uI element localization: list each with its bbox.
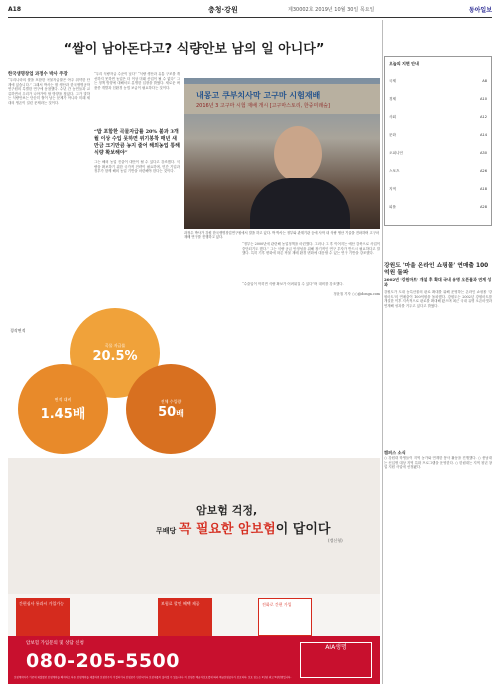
index-page: A12 bbox=[479, 115, 487, 119]
person-body bbox=[250, 178, 350, 229]
top-label: 곡물 자급률 bbox=[104, 342, 126, 348]
article-subtitle: 한국생명창업 과정수 박사 주장 bbox=[8, 72, 68, 77]
right-value-group bbox=[158, 405, 184, 420]
ad-tagline-pre: 무배당 bbox=[156, 527, 179, 535]
middle-column bbox=[94, 72, 180, 286]
phone-label: 암보험 가입문의 및 상담 신청 bbox=[26, 641, 84, 646]
right-article bbox=[384, 290, 492, 685]
column-divider bbox=[382, 20, 383, 684]
right-label: 전체 수입량 bbox=[160, 398, 182, 404]
index-row[interactable] bbox=[389, 115, 487, 120]
photo-caption: 과정수 박사가 강원 한국생명창업연구원에서 말을 하고 있다. 박 박사는 정부와 관계기관 등에 사막 내 식량 생산 기술을 전파하며 고구마 재배 연구를 진행하고 있다. bbox=[184, 231, 380, 240]
header-rule bbox=[8, 17, 492, 18]
index-row[interactable] bbox=[389, 133, 487, 138]
index-label: 경제 bbox=[389, 97, 396, 101]
article-body-rightmid-2: “수출입이 막히면 식량 확보가 어려워질 수 있다”며 대비를 강조했다. bbox=[242, 282, 344, 286]
index-page: A28 bbox=[479, 205, 487, 209]
article-body-mid: “우리 식량자급 수준이 낮다” “식량 생산과 유통 구조를 개선하지 못하면 농업은 더 이상 미래 산업이 될 수 없다” 그는 정책 방향에 대해서도 분명한 입장을 밝혔다. 새로운 벼 품종 개발과 친환경 농법 보급이 필요하다는 것이다. bbox=[94, 72, 180, 90]
right-article-headline: 강원도 '마을 온라인 쇼핑몰' 연매출 100억원 돌파 bbox=[384, 263, 489, 276]
right-unit: 배 bbox=[176, 408, 184, 418]
index-page: A10 bbox=[479, 97, 487, 101]
left-column bbox=[8, 72, 90, 286]
pull-quote: “밥 포함한 곡물자급률 20% 불과 3개월 이상 수입 못하면 위기봉착 매년 새만금 크기만큼 농지 줄어 해외농업 통해 식량 확보해야” bbox=[94, 129, 180, 156]
main-headline: “쌀이 남아돈다고? 식량안보 남의 일 아니다” bbox=[63, 42, 325, 57]
index-row[interactable] bbox=[389, 97, 487, 102]
index-row[interactable] bbox=[389, 169, 487, 174]
section-title: 충청·강원 bbox=[208, 6, 238, 14]
infographic bbox=[8, 288, 238, 458]
ad-tagline-red: 꼭 필요한 암보험 bbox=[178, 522, 276, 537]
index-page: A14 bbox=[479, 133, 487, 137]
article-photo bbox=[184, 78, 380, 229]
index-box bbox=[384, 56, 492, 226]
index-page: A18 bbox=[479, 187, 487, 191]
photo-banner-subtext: 2016년 3 고구마 시험 재배 개시 [고구마스토리, 한중미래숲] bbox=[196, 103, 330, 109]
article-body-mid-2: 그는 해외 농업 진출이 대안이 될 수 있다고 강조했다. 식량을 확보하기 위한 국가적 전략이 필요하며, 민간 기업과 정부가 함께 해외 농업 기반을 마련해야 한다는 것이다. bbox=[94, 160, 180, 174]
ad-box-3: 전화로 간편 가입 bbox=[258, 598, 312, 636]
phone-number[interactable]: 080-205-5500 bbox=[26, 650, 180, 672]
index-row[interactable] bbox=[389, 151, 487, 156]
ad-contact-bar bbox=[8, 636, 380, 684]
center-label: 면적 대비 bbox=[54, 396, 72, 402]
campus-news-heading: 캠퍼스 소식 bbox=[384, 450, 406, 455]
page-number: A18 bbox=[8, 6, 21, 13]
top-value: 20.5% bbox=[92, 348, 138, 364]
ad-tagline-2 bbox=[156, 518, 330, 537]
campus-news-body: ○ 강원대 학생들이 지역 농가와 연계한 봉사 활동을 진행했다. ○ 충남대는 신입생 대상 지역 특화 프로그램을 운영한다. ○ 한림대는 지역 청년 창업 지원 사업에 선정됐다. bbox=[384, 456, 492, 470]
page-header bbox=[8, 3, 492, 17]
right-value: 50 bbox=[158, 404, 177, 420]
index-label: 문화 bbox=[389, 133, 396, 137]
index-label: 오피니언 bbox=[389, 151, 403, 155]
article-body-left: “우리나라의 쌀을 포함한 곡물자급률은 아주 취약한 단계에 있습니다.” 그래서 박사는 쌀 생산과 한국생명공학연구원의 특별한 연구에 동참했다. 수년 간 농민들과 교류하면서 우리가 나아가야 할 방향을 찾았다. 그가 말하는 식량안보는 단순히 쌀이 남는 문제가 아니라 미래 세대의 생존이 걸린 문제라는 것이다. bbox=[8, 78, 90, 105]
insurance-ad bbox=[8, 458, 380, 684]
ad-tagline-1: 암보험 걱정, bbox=[196, 504, 258, 517]
infographic-left-circle bbox=[18, 364, 108, 454]
issue-date: 제30002호 2019년 10월 30일 목요일 bbox=[288, 7, 375, 13]
ad-note: (갱신형) bbox=[328, 538, 343, 543]
index-page: A26 bbox=[479, 169, 487, 173]
index-row[interactable] bbox=[389, 205, 487, 210]
index-title: 오늘의 지면 안내 bbox=[389, 61, 419, 66]
newspaper-brand: 동아일보 bbox=[468, 7, 492, 14]
index-row[interactable] bbox=[389, 79, 487, 84]
right-article-body: 강원도가 도내 농특산물의 판로 확대를 위해 운영하는 온라인 쇼핑몰 '강원마트'의 연매출이 100억원을 돌파했다. 강원도는 2002년 강원마트를 개설한 이후 지속적으로 판로를 확대해 왔으며 최근 국내 유명 오픈마켓과 연계해 성과를 거두고 있다고 밝혔다. bbox=[384, 290, 492, 308]
index-label: 지역 bbox=[389, 187, 396, 191]
index-label: 스포츠 bbox=[389, 169, 400, 173]
person-head bbox=[274, 126, 322, 182]
index-page: A8 bbox=[482, 79, 487, 83]
article-body-rightmid: “정부는 2000년에 관련해 농업정책을 마련했다. 그러나 그 후 이어지는 예산 감축으로 사업이 중단되기도 했다.” 그는 식량 공급 안정성을 위해 장기적인 연구 투자가 반드시 필요하다고 말했다. 특히 기후 변화에 따른 작물 재배 환경 변화에 대응할 수 있는 연구 기반을 강조했다. bbox=[242, 242, 380, 256]
ad-fine-print: 보험계약자가 기존에 체결했던 보험계약을 해지하고 다른 보험계약을 체결하면 보험인수가 거절되거나 보험료가 인상되거나 보장내용이 달라질 수 있습니다. 이 보험은 예금자보호법에 따라 예금보험공사가 보호하되, 보호 한도는 1인당 최고 5천만원입니다. bbox=[14, 676, 292, 679]
ad-box-1: 간편심사 통과시 가입가능 bbox=[16, 598, 70, 636]
index-row[interactable] bbox=[389, 187, 487, 192]
index-label: 사회 bbox=[389, 115, 396, 119]
index-label: 피플 bbox=[389, 205, 396, 209]
index-label: 국제 bbox=[389, 79, 396, 83]
ad-brand-logo: AIA생명 bbox=[300, 642, 372, 678]
index-page: A30 bbox=[479, 151, 487, 155]
right-article-subhead: 2002년 '강원마트' 개설 후 확대 국내 유명 오픈몰과 연계 성과 bbox=[384, 277, 492, 288]
ad-box-2: 보험료 할인 혜택 제공 bbox=[158, 598, 212, 636]
center-value: 1.45배 bbox=[40, 406, 86, 422]
infographic-right-circle bbox=[126, 364, 216, 454]
reporter-email: 정윤철 기자 ○○@donga.com bbox=[333, 292, 380, 296]
ad-tagline-post: 이 답이다 bbox=[275, 522, 331, 537]
left-side-label: 경작면적 bbox=[10, 328, 26, 333]
right-mid-column bbox=[242, 242, 380, 456]
photo-banner-text: 내몽고 쿠부치사막 고구마 시험재배 bbox=[196, 91, 321, 100]
